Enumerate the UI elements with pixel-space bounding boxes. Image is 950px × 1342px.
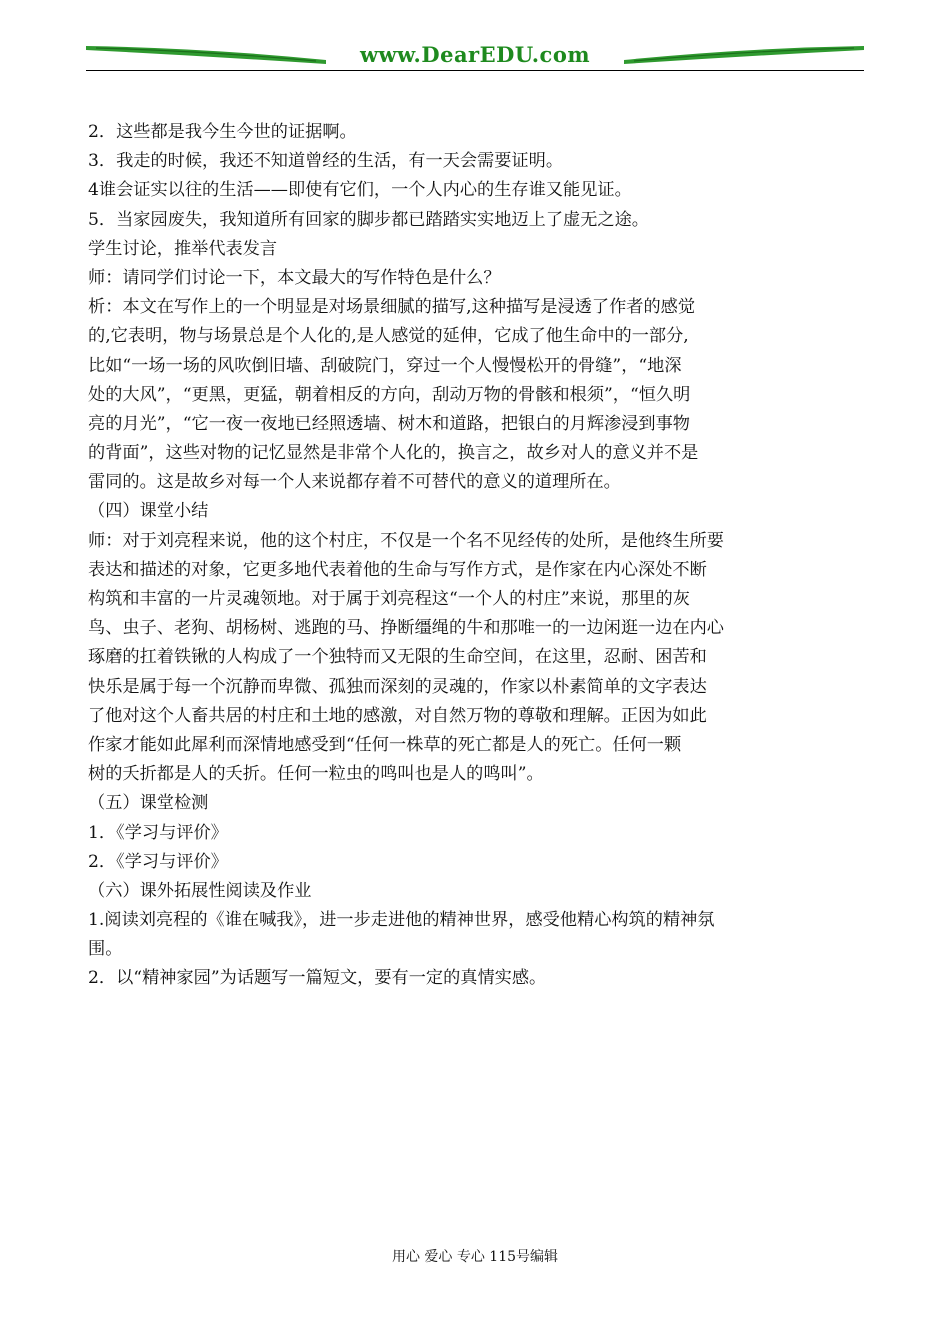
text-line: 构筑和丰富的一片灵魂领地。对于属于刘亮程这“一个人的村庄”来说，那里的灰 [88,589,690,609]
site-header-banner [86,38,864,72]
section-heading: （四）课堂小结 [88,501,209,522]
text-line: 学生讨论，推举代表发言 [88,238,278,259]
text-line: 的,它表明，物与场景总是个人化的,是人感觉的延伸，它成了他生命中的一部分, [88,326,689,347]
text-line: 1.阅读刘亮程的《谁在喊我》，进一步走进他的精神世界，感受他精心构筑的精神氛 [88,910,715,931]
text-line: 围。 [88,939,123,960]
text-line: 了他对这个人畜共居的村庄和土地的感激，对自然万物的尊敬和理解。正因为如此 [88,705,707,726]
text-line: 4谁会证实以往的生活——即使有它们，一个人内心的生存谁又能见证。 [88,180,632,201]
text-line: 琢磨的扛着铁锹的人构成了一个独特而又无限的生命空间，在这里，忍耐、困苦和 [88,647,707,668]
document-body [88,118,868,994]
text-line: 雷同的。这是故乡对每一个人来说都存着不可替代的意义的道理所在。 [88,472,621,493]
text-line: 2．以“精神家园”为话题写一篇短文，要有一定的真情实感。 [88,968,547,989]
text-line: 3．我走的时候，我还不知道曾经的生活，有一天会需要证明。 [88,151,564,172]
text-line: 析：本文在写作上的一个明显是对场景细腻的描写,这种描写是浸透了作者的感觉 [88,297,696,318]
text-line: 快乐是属于每一个沉静而卑微、孤独而深刻的灵魂的，作家以朴素简单的文字表达 [88,676,707,697]
text-line: 师：对于刘亮程来说，他的这个村庄，不仅是一个名不见经传的处所，是他终生所要 [88,530,724,551]
text-line: 1．《学习与评价》 [88,822,228,843]
text-line: 2．《学习与评价》 [88,851,228,872]
site-logo-text[interactable]: www.DearEDU.com [359,42,591,67]
text-line: 师：请同学们讨论一下，本文最大的写作特色是什么？ [88,267,501,288]
section-heading: （五）课堂检测 [88,793,209,814]
text-line: 5．当家园废失，我知道所有回家的脚步都已踏踏实实地迈上了虚无之途。 [88,209,649,230]
text-line: 树的夭折都是人的夭折。任何一粒虫的鸣叫也是人的鸣叫”。 [88,764,544,785]
text-line: 的背面”，这些对物的记忆显然是非常个人化的，换言之，故乡对人的意义并不是 [88,443,699,464]
text-line: 亮的月光”，“它一夜一夜地已经照透墙、树木和道路，把银白的月辉渗浸到事物 [88,413,690,434]
text-line: 处的大风”，“更黑，更猛，朝着相反的方向，刮动万物的骨骸和根须”，“恒久明 [88,384,691,405]
text-line: 比如“一场一场的风吹倒旧墙、刮破院门，穿过一个人慢慢松开的骨缝”，“地深 [88,355,682,376]
page-footer: 用心 爱心 专心 115号编辑 [391,1249,559,1265]
header-divider [86,70,864,71]
text-line: 鸟、虫子、老狗、胡杨树、逃跑的马、挣断缰绳的牛和那唯一的一边闲逛一边在内心 [88,618,724,639]
text-line: 表达和描述的对象，它更多地代表着他的生命与写作方式，是作家在内心深处不断 [88,559,707,580]
text-line: 作家才能如此犀利而深情地感受到“任何一株草的死亡都是人的死亡。任何一颗 [88,734,682,755]
text-line: 2．这些都是我今生今世的证据啊。 [88,122,357,142]
section-heading: （六）课外拓展性阅读及作业 [88,880,312,901]
